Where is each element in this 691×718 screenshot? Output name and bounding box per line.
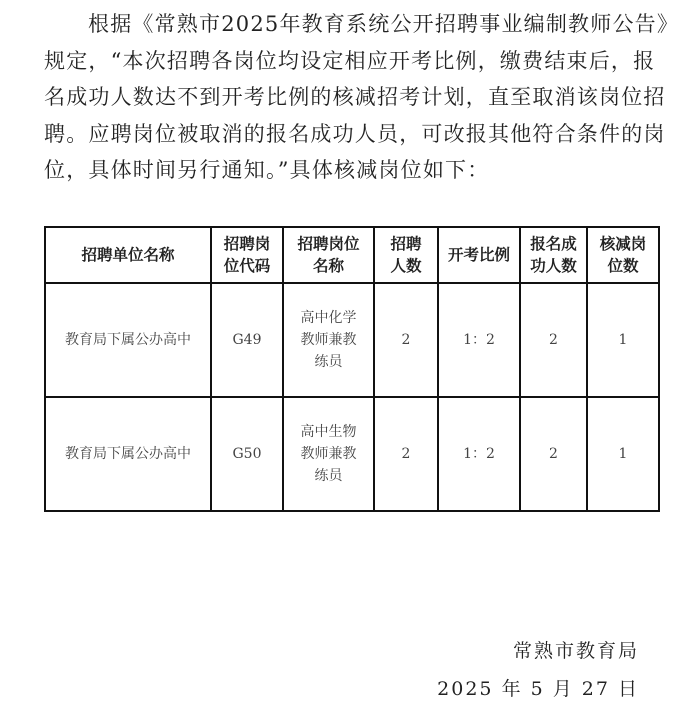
cell-ratio: 1：2 [438, 283, 520, 397]
cell-hires: 2 [374, 397, 438, 511]
header-ratio: 开考比例 [438, 227, 520, 283]
cell-registered: 2 [520, 397, 587, 511]
header-registered: 报名成 功人数 [520, 227, 587, 283]
notice-line: 聘。应聘岗位被取消的报名成功人员，可改报其他符合条件的岗 [44, 121, 666, 146]
cell-reduced: 1 [587, 283, 659, 397]
header-position-code: 招聘岗 位代码 [211, 227, 283, 283]
header-reduced: 核减岗 位数 [587, 227, 659, 283]
cell-unit: 教育局下属公办高中 [45, 397, 211, 511]
cell-unit: 教育局下属公办高中 [45, 283, 211, 397]
cell-code: G49 [211, 283, 283, 397]
header-position-name: 招聘岗位 名称 [283, 227, 374, 283]
cell-ratio: 1：2 [438, 397, 520, 511]
cell-registered: 2 [520, 283, 587, 397]
signature-organization: 常熟市教育局 [512, 640, 639, 662]
notice-paragraph [44, 6, 680, 189]
header-hires: 招聘 人数 [374, 227, 438, 283]
signature-date: 2025 年 5 月 27 日 [437, 678, 639, 700]
cell-position: 高中化学 教师兼教 练员 [283, 283, 374, 397]
notice-line: 根据《常熟市2025年教育系统公开招聘事业编制教师公告》 [88, 12, 680, 36]
cell-hires: 2 [374, 283, 438, 397]
notice-line: 位，具体时间另行通知。”具体核减岗位如下： [44, 158, 490, 182]
table-header-row [45, 227, 659, 283]
notice-line: 规定，“本次招聘各岗位均设定相应开考比例，缴费结束后，报 [44, 48, 656, 73]
notice-line: 名成功人数达不到开考比例的核减招考计划，直至取消该岗位招 [44, 85, 666, 109]
cell-reduced: 1 [587, 397, 659, 511]
table-row [45, 397, 659, 511]
reduced-positions-table [44, 226, 660, 512]
cell-code: G50 [211, 397, 283, 511]
table-row [45, 283, 659, 397]
cell-position: 高中生物 教师兼教 练员 [283, 397, 374, 511]
header-unit-name: 招聘单位名称 [45, 227, 211, 283]
